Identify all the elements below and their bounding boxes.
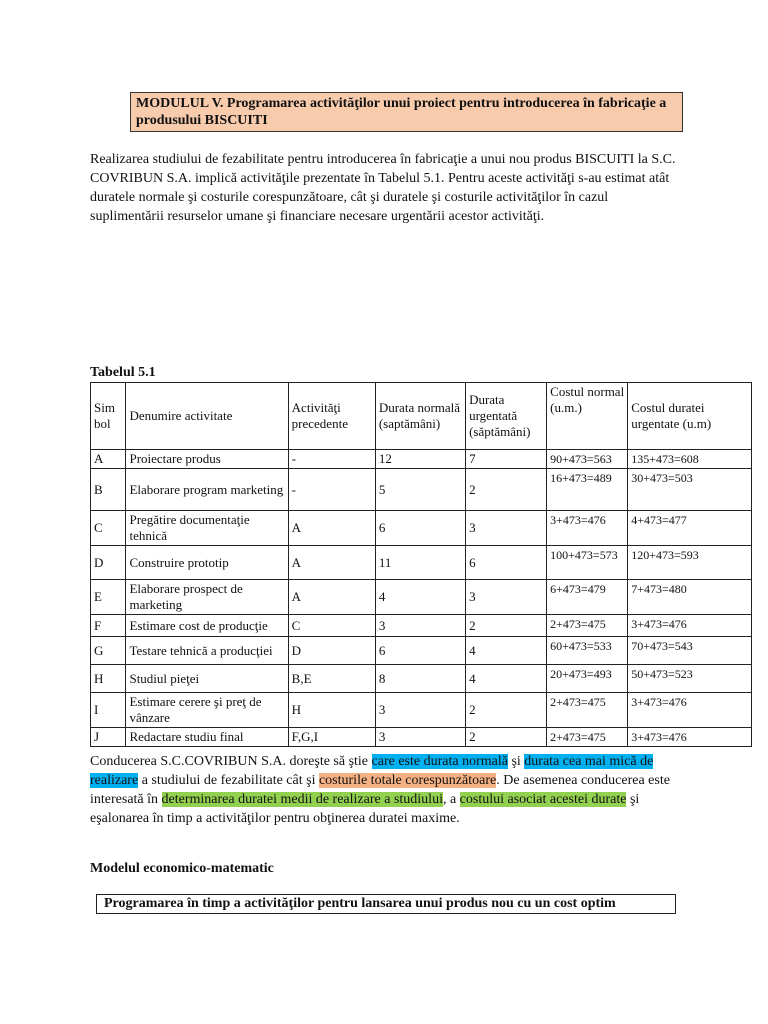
cell-precedente: A	[288, 546, 375, 580]
cell-cost-urgentat: 3+473=476	[628, 615, 752, 637]
cell-cost-urgentat: 30+473=503	[628, 469, 752, 511]
cell-denumire: Studiul pieţei	[126, 665, 288, 693]
cell-precedente: D	[288, 637, 375, 665]
cell-durata-normala: 12	[375, 450, 465, 469]
header-durata-urgentata: Durata urgentată (săptămâni)	[466, 383, 547, 450]
text-segment: . De asemenea conducerea este interesată în	[90, 773, 670, 807]
highlight-minimum-duration: durata cea mai mică de realizare	[90, 754, 654, 788]
highlight-average-duration: determinarea duratei medii de realizare a studiului	[161, 792, 443, 807]
text-segment: a studiului de fezabilitate cât şi	[138, 773, 319, 788]
cell-durata-normala: 4	[375, 580, 465, 615]
highlight-normal-duration: care este durata normală	[371, 754, 508, 769]
programming-box: Programarea în timp a activităţilor pentru lansarea unui produs nou cu un cost optim	[96, 894, 676, 914]
cell-cost-normal: 2+473=475	[547, 728, 628, 747]
cell-cost-normal: 3+473=476	[547, 511, 628, 546]
cell-simbol: B	[91, 469, 126, 511]
cell-durata-normala: 3	[375, 693, 465, 728]
cell-denumire: Estimare cerere şi preţ de vânzare	[126, 693, 288, 728]
cell-cost-urgentat: 3+473=476	[628, 693, 752, 728]
highlight-associated-cost: costului asociat acestei durate	[459, 792, 627, 807]
cell-simbol: J	[91, 728, 126, 747]
cell-precedente: A	[288, 580, 375, 615]
cell-denumire: Redactare studiu final	[126, 728, 288, 747]
cell-durata-urgentata: 3	[466, 580, 547, 615]
cell-denumire: Proiectare produs	[126, 450, 288, 469]
cell-durata-urgentata: 7	[466, 450, 547, 469]
cell-cost-normal: 60+473=533	[547, 637, 628, 665]
cell-cost-urgentat: 70+473=543	[628, 637, 752, 665]
cell-durata-urgentata: 6	[466, 546, 547, 580]
cell-cost-normal: 2+473=475	[547, 615, 628, 637]
cell-durata-normala: 11	[375, 546, 465, 580]
cell-precedente: H	[288, 693, 375, 728]
cell-precedente: B,E	[288, 665, 375, 693]
cell-durata-urgentata: 2	[466, 728, 547, 747]
cell-precedente: C	[288, 615, 375, 637]
cell-simbol: A	[91, 450, 126, 469]
cell-precedente: -	[288, 450, 375, 469]
cell-cost-normal: 2+473=475	[547, 693, 628, 728]
header-durata-normala: Durata normală (saptămâni)	[375, 383, 465, 450]
header-cost-normal: Costul normal (u.m.)	[547, 383, 628, 450]
cell-simbol: F	[91, 615, 126, 637]
cell-denumire: Elaborare prospect de marketing	[126, 580, 288, 615]
table-row	[91, 665, 752, 693]
module-title: MODULUL V. Programarea activităţilor unui proiect pentru introducerea în fabricaţie a produsului BISCUITI	[130, 92, 683, 132]
cell-simbol: I	[91, 693, 126, 728]
text-segment: , a	[442, 792, 460, 807]
table-row	[91, 637, 752, 665]
header-cost-urgentat: Costul duratei urgentate (u.m)	[628, 383, 752, 450]
table-row	[91, 615, 752, 637]
table-row	[91, 546, 752, 580]
cell-durata-normala: 5	[375, 469, 465, 511]
cell-durata-urgentata: 2	[466, 469, 547, 511]
cell-durata-normala: 6	[375, 511, 465, 546]
text-segment: şi eşalonarea în timp a activităţilor pentru obţinerea duratei maxime.	[90, 792, 640, 826]
table-row	[91, 450, 752, 469]
cell-denumire: Estimare cost de producţie	[126, 615, 288, 637]
cell-durata-urgentata: 2	[466, 615, 547, 637]
intro-paragraph: Realizarea studiului de fezabilitate pentru introducerea în fabricaţie a unui nou produs BISCUITI la S.C. COVRIBUN S.A. implică activităţile prezentate în Tabelul 5.1. Pentru aceste activităţi s-au estimat atât duratele normale şi costurile corespunzătoare, cât şi duratele şi costurile activităţilor în cazul suplimentării resurselor umane şi financiare necesare urgentării acestor activităţi.	[90, 152, 676, 224]
table-header-row	[91, 383, 752, 450]
cell-denumire: Construire prototip	[126, 546, 288, 580]
header-denumire: Denumire activitate	[126, 383, 288, 450]
header-simbol: Sim bol	[91, 383, 126, 450]
cell-cost-urgentat: 3+473=476	[628, 728, 752, 747]
header-precedente: Activităţi precedente	[288, 383, 375, 450]
cell-cost-urgentat: 135+473=608	[628, 450, 752, 469]
table-row	[91, 728, 752, 747]
cell-precedente: -	[288, 469, 375, 511]
cell-durata-normala: 8	[375, 665, 465, 693]
cell-simbol: E	[91, 580, 126, 615]
cell-cost-urgentat: 4+473=477	[628, 511, 752, 546]
table-row	[91, 693, 752, 728]
cell-simbol: C	[91, 511, 126, 546]
table-label: Tabelul 5.1	[90, 365, 156, 380]
table-row	[91, 580, 752, 615]
table-row	[91, 511, 752, 546]
cell-cost-urgentat: 50+473=523	[628, 665, 752, 693]
cell-precedente: F,G,I	[288, 728, 375, 747]
cell-simbol: D	[91, 546, 126, 580]
cell-denumire: Pregătire documentaţie tehnică	[126, 511, 288, 546]
table-row	[91, 469, 752, 511]
cell-durata-urgentata: 3	[466, 511, 547, 546]
cell-cost-urgentat: 120+473=593	[628, 546, 752, 580]
cell-durata-normala: 6	[375, 637, 465, 665]
cell-durata-normala: 3	[375, 615, 465, 637]
cell-cost-normal: 16+473=489	[547, 469, 628, 511]
cell-durata-urgentata: 4	[466, 665, 547, 693]
cell-cost-normal: 90+473=563	[547, 450, 628, 469]
cell-durata-normala: 3	[375, 728, 465, 747]
activities-table	[90, 382, 752, 747]
text-segment: Conducerea S.C.COVRIBUN S.A. doreşte să ştie	[90, 754, 372, 769]
model-heading: Modelul economico-matematic	[90, 861, 274, 876]
cell-precedente: A	[288, 511, 375, 546]
highlight-total-costs: costurile totale corespunzătoare	[318, 773, 497, 788]
text-segment: şi	[507, 754, 525, 769]
cell-denumire: Elaborare program marketing	[126, 469, 288, 511]
cell-simbol: H	[91, 665, 126, 693]
cell-denumire: Testare tehnică a producţiei	[126, 637, 288, 665]
management-paragraph	[90, 752, 680, 828]
cell-simbol: G	[91, 637, 126, 665]
cell-cost-normal: 100+473=573	[547, 546, 628, 580]
cell-durata-urgentata: 2	[466, 693, 547, 728]
cell-cost-normal: 20+473=493	[547, 665, 628, 693]
cell-cost-urgentat: 7+473=480	[628, 580, 752, 615]
cell-durata-urgentata: 4	[466, 637, 547, 665]
cell-cost-normal: 6+473=479	[547, 580, 628, 615]
